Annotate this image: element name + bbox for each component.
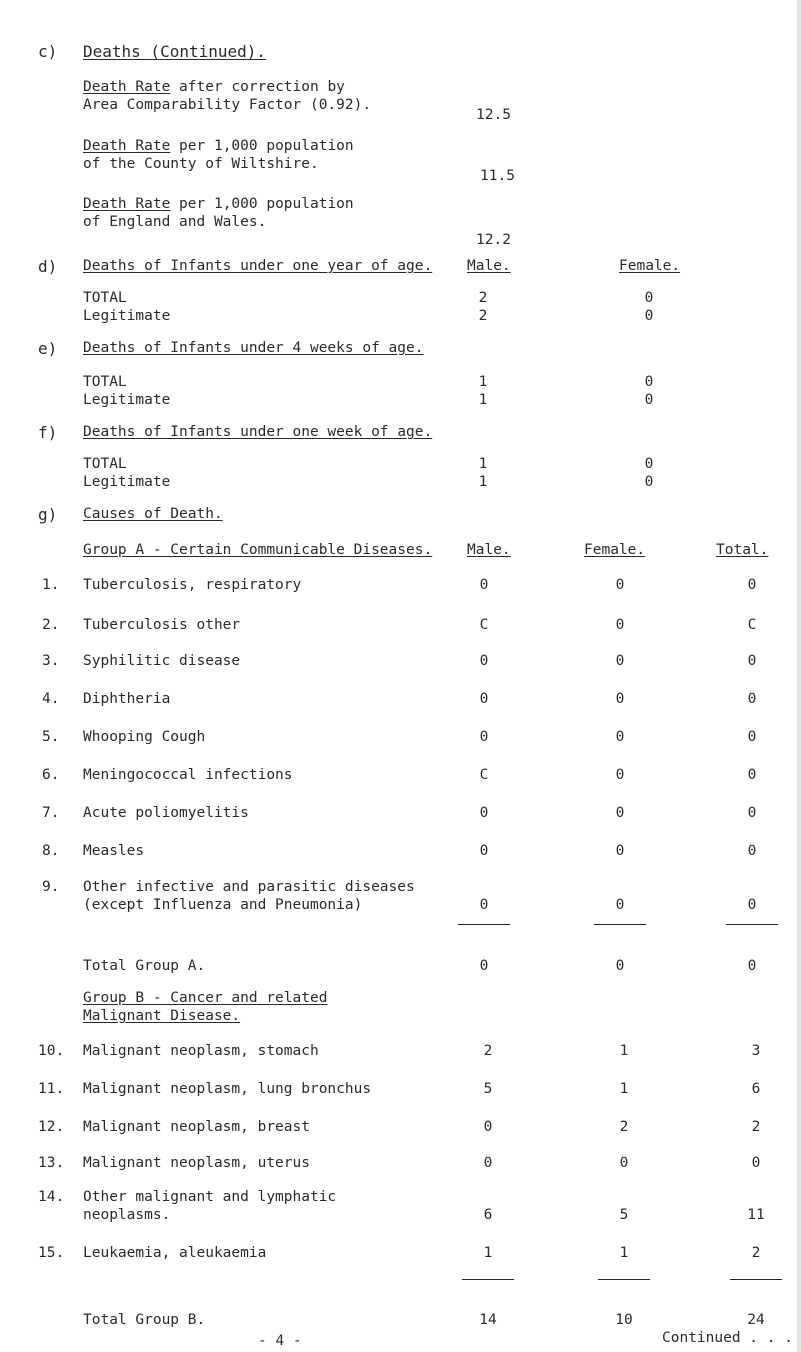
- row-name: Syphilitic disease: [83, 653, 241, 669]
- male-value: 0: [479, 691, 489, 707]
- row-name: Other malignant and lymphatic: [83, 1189, 337, 1205]
- total-value: 2: [751, 1245, 761, 1261]
- section-label-f: f): [38, 423, 58, 442]
- total-rule: [594, 924, 646, 925]
- row-name: Whooping Cough: [83, 729, 206, 745]
- row-name: Tuberculosis, respiratory: [83, 577, 302, 593]
- male-value: 1: [483, 1245, 493, 1261]
- female-value: 0: [615, 691, 625, 707]
- female-header: Female.: [619, 258, 681, 274]
- total-value: 0: [747, 805, 757, 821]
- total-value: 0: [747, 767, 757, 783]
- row-number: 5.: [42, 729, 60, 745]
- female-value: 2: [619, 1119, 629, 1135]
- row-number: 6.: [42, 767, 60, 783]
- group-b-total-label: Total Group B.: [83, 1312, 206, 1328]
- row-label: Legitimate: [83, 392, 171, 408]
- total-value: 0: [747, 691, 757, 707]
- rate-line-2: of England and Wales.: [83, 214, 267, 230]
- male-value: 0: [479, 653, 489, 669]
- male-value: 0: [479, 897, 489, 913]
- male-total: 0: [479, 958, 489, 974]
- female-value: 1: [619, 1245, 629, 1261]
- grand-total: 24: [747, 1312, 765, 1328]
- row-number: 2.: [42, 617, 60, 633]
- row-label: Legitimate: [83, 474, 171, 490]
- male-value: 0: [479, 577, 489, 593]
- row-name: Measles: [83, 843, 145, 859]
- grand-total: 0: [747, 958, 757, 974]
- female-value: 0: [615, 577, 625, 593]
- total-value: 2: [751, 1119, 761, 1135]
- male-value: 6: [483, 1207, 493, 1223]
- total-rule: [462, 1279, 514, 1280]
- row-number: 3.: [42, 653, 60, 669]
- total-rule: [730, 1279, 782, 1280]
- causes-title: Causes of Death.: [83, 506, 223, 522]
- male-value: 2: [483, 1043, 493, 1059]
- row-number: 8.: [42, 843, 60, 859]
- row-name: Malignant neoplasm, uterus: [83, 1155, 310, 1171]
- total-value: 3: [751, 1043, 761, 1059]
- male-value: 2: [478, 308, 488, 324]
- female-value: 0: [644, 374, 654, 390]
- row-number: 11.: [38, 1081, 65, 1097]
- row-label: Legitimate: [83, 308, 171, 324]
- row-label: TOTAL: [83, 374, 127, 390]
- row-name: Malignant neoplasm, breast: [83, 1119, 310, 1135]
- rate-value: 12.2: [476, 232, 511, 248]
- female-value: 0: [644, 456, 654, 472]
- male-value: 2: [478, 290, 488, 306]
- male-value: 1: [478, 456, 488, 472]
- female-value: 0: [619, 1155, 629, 1171]
- female-value: 1: [619, 1043, 629, 1059]
- male-value: 5: [483, 1081, 493, 1097]
- section-label-d: d): [38, 257, 58, 276]
- row-number: 12.: [38, 1119, 65, 1135]
- female-total: 0: [615, 958, 625, 974]
- total-rule: [458, 924, 510, 925]
- female-value: 0: [615, 617, 625, 633]
- female-value: 5: [619, 1207, 629, 1223]
- total-value: C: [747, 617, 757, 633]
- total-value: 0: [751, 1155, 761, 1171]
- total-rule: [726, 924, 778, 925]
- total-value: 0: [747, 577, 757, 593]
- total-value: 0: [747, 729, 757, 745]
- group-b-title: Group B - Cancer and related: [83, 990, 328, 1006]
- infants-week-title: Deaths of Infants under one week of age.: [83, 424, 433, 440]
- rate-line-1: Death Rate per 1,000 population: [83, 196, 354, 212]
- row-name: Other infective and parasitic diseases: [83, 879, 415, 895]
- female-value: 0: [615, 843, 625, 859]
- group-a-title: Group A - Certain Communicable Diseases.: [83, 542, 433, 558]
- male-value: 1: [478, 474, 488, 490]
- row-number: 9.: [42, 879, 60, 895]
- group-a-total-label: Total Group A.: [83, 958, 206, 974]
- row-number: 4.: [42, 691, 60, 707]
- male-value: 0: [479, 843, 489, 859]
- total-value: 0: [747, 843, 757, 859]
- male-value: 0: [483, 1155, 493, 1171]
- male-value: 0: [479, 729, 489, 745]
- continued-note: Continued . . .: [662, 1330, 793, 1346]
- section-label-g: g): [38, 505, 58, 524]
- female-value: 0: [615, 729, 625, 745]
- page-number: - 4 -: [258, 1333, 302, 1349]
- row-name: Meningococcal infections: [83, 767, 293, 783]
- total-value: 11: [747, 1207, 765, 1223]
- row-number: 15.: [38, 1245, 65, 1261]
- female-value: 0: [615, 767, 625, 783]
- row-number: 13.: [38, 1155, 65, 1171]
- male-total: 14: [479, 1312, 497, 1328]
- row-name: Tuberculosis other: [83, 617, 241, 633]
- male-value: 1: [478, 374, 488, 390]
- male-value: 0: [479, 805, 489, 821]
- row-name: Acute poliomyelitis: [83, 805, 249, 821]
- female-value: 0: [644, 474, 654, 490]
- female-value: 0: [615, 897, 625, 913]
- col-female-header: Female.: [584, 542, 646, 558]
- row-name: Malignant neoplasm, lung bronchus: [83, 1081, 372, 1097]
- female-value: 0: [644, 308, 654, 324]
- rate-line-2: of the County of Wiltshire.: [83, 156, 319, 172]
- row-number: 1.: [42, 577, 60, 593]
- female-total: 10: [615, 1312, 633, 1328]
- total-rule: [598, 1279, 650, 1280]
- female-value: 1: [619, 1081, 629, 1097]
- rate-line-1: Death Rate per 1,000 population: [83, 138, 354, 154]
- total-value: 0: [747, 897, 757, 913]
- male-value: 1: [478, 392, 488, 408]
- rate-value: 12.5: [476, 107, 511, 123]
- group-b-title-continued: Malignant Disease.: [83, 1008, 241, 1024]
- col-total-header: Total.: [716, 542, 769, 558]
- row-label: TOTAL: [83, 290, 127, 306]
- section-label-e: e): [38, 339, 58, 358]
- row-name: Diphtheria: [83, 691, 171, 707]
- rate-line-2: Area Comparability Factor (0.92).: [83, 97, 372, 113]
- row-number: 7.: [42, 805, 60, 821]
- male-header: Male.: [467, 258, 511, 274]
- total-value: 6: [751, 1081, 761, 1097]
- row-number: 14.: [38, 1189, 65, 1205]
- female-value: 0: [644, 392, 654, 408]
- row-number: 10.: [38, 1043, 65, 1059]
- row-name: Malignant neoplasm, stomach: [83, 1043, 319, 1059]
- row-name: Leukaemia, aleukaemia: [83, 1245, 267, 1261]
- page-edge-shadow: [797, 0, 801, 1352]
- section-label-c: c): [38, 42, 58, 61]
- infants-year-title: Deaths of Infants under one year of age.: [83, 258, 433, 274]
- male-value: 0: [483, 1119, 493, 1135]
- total-value: 0: [747, 653, 757, 669]
- male-value: C: [479, 617, 489, 633]
- rate-value: 11.5: [480, 168, 515, 184]
- col-male-header: Male.: [467, 542, 511, 558]
- row-name-continued: (except Influenza and Pneumonia): [83, 897, 363, 913]
- infants-4weeks-title: Deaths of Infants under 4 weeks of age.: [83, 340, 424, 356]
- rate-line-1: Death Rate after correction by: [83, 79, 345, 95]
- female-value: 0: [615, 805, 625, 821]
- section-title: Deaths (Continued).: [83, 42, 267, 61]
- female-value: 0: [615, 653, 625, 669]
- female-value: 0: [644, 290, 654, 306]
- male-value: C: [479, 767, 489, 783]
- row-label: TOTAL: [83, 456, 127, 472]
- row-name-continued: neoplasms.: [83, 1207, 171, 1223]
